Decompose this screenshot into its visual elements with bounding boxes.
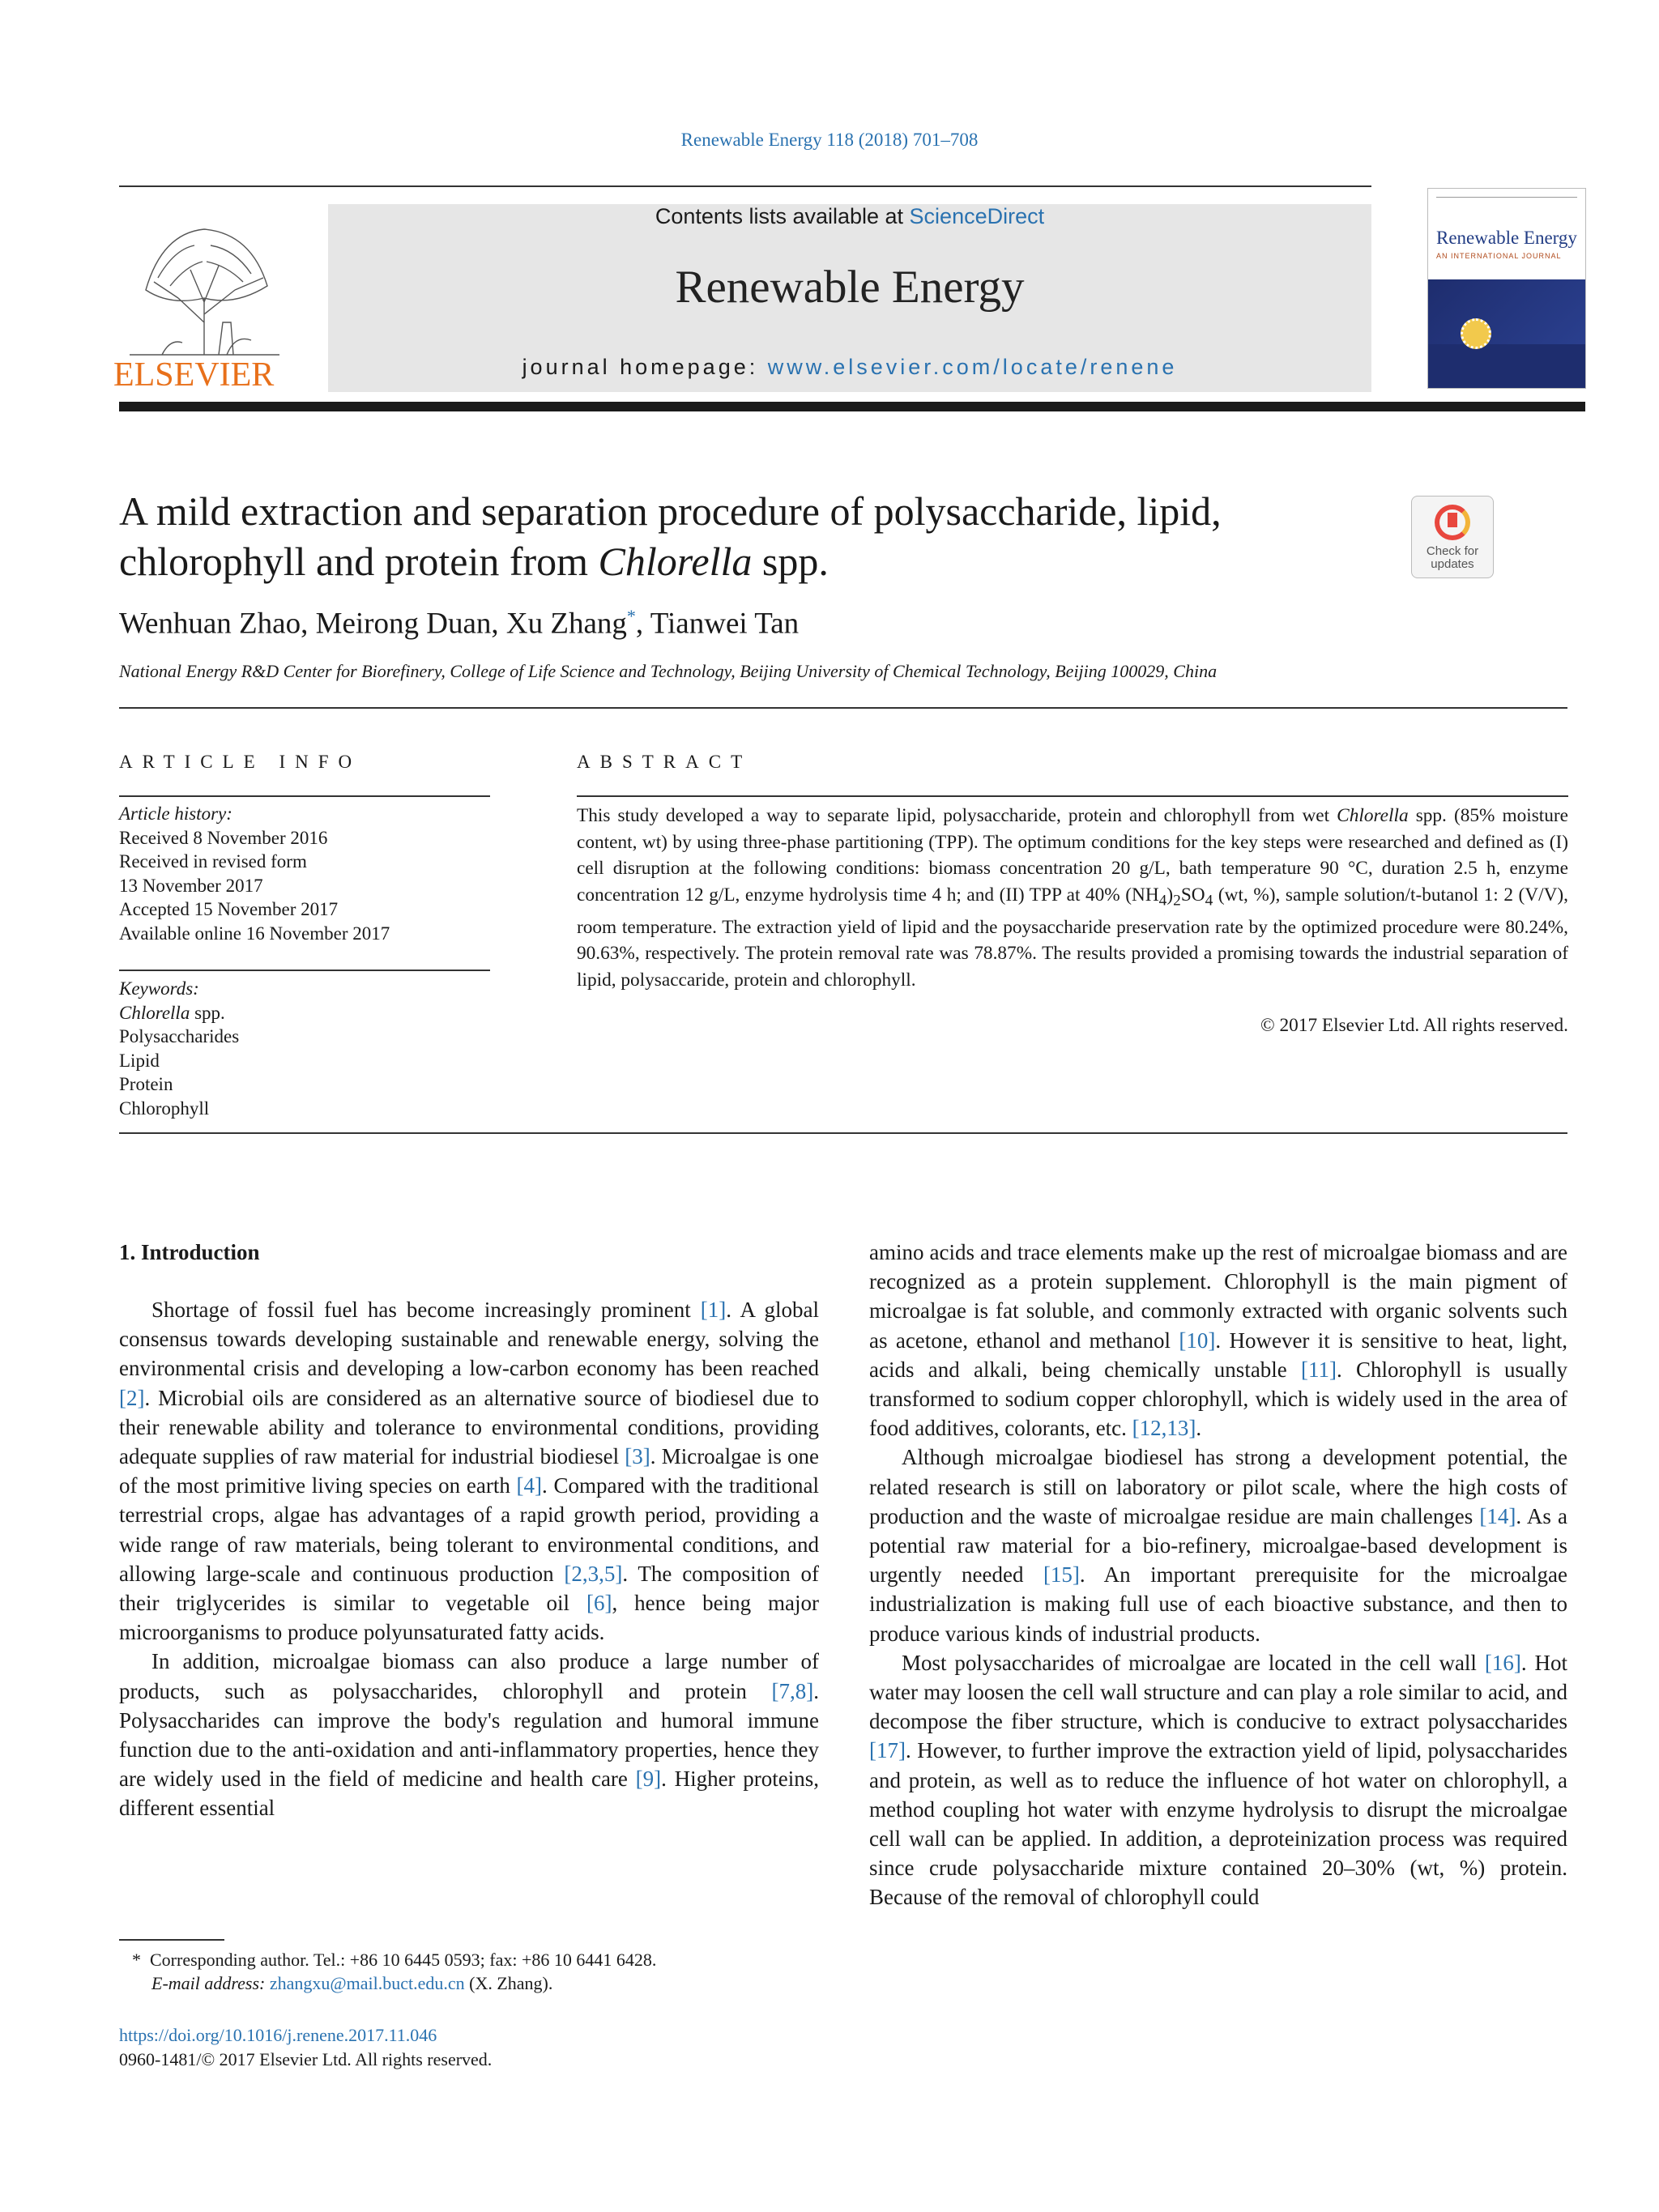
author-list: [119, 606, 799, 641]
paragraph-text: Most polysaccharides of microalgae are located in the cell wall: [902, 1650, 1485, 1675]
citation-link[interactable]: [9]: [635, 1767, 662, 1792]
elsevier-logo: [113, 201, 296, 391]
history-item: Accepted 15 November 2017: [119, 899, 339, 919]
journal-homepage-line: [328, 355, 1371, 380]
doi-link[interactable]: https://doi.org/10.1016/j.renene.2017.11.046: [119, 2025, 437, 2045]
journal-citation-link[interactable]: Renewable Energy 118 (2018) 701–708: [680, 130, 979, 150]
paragraph-text: Shortage of fossil fuel has become increasingly prominent: [151, 1298, 701, 1322]
citation-link[interactable]: [7,8]: [771, 1678, 814, 1703]
paragraph: [869, 1443, 1567, 1647]
citation-link[interactable]: [14]: [1479, 1503, 1516, 1528]
footnote-rule: [119, 1939, 224, 1941]
keyword-item: Protein: [119, 1074, 173, 1094]
cover-subtitle: AN INTERNATIONAL JOURNAL: [1436, 252, 1562, 260]
body-column-left: [119, 1295, 819, 1823]
history-item: Received 8 November 2016: [119, 827, 328, 848]
paragraph-text: . However, to further improve the extraction yield of lipid, polysaccharides and protein, as well as to reduce the influence of hot water on chlorophyll, a method coupling hot water with enzyme hydrolysis to disrupt the microalgae cell wall can be applied. In addition, a deproteinization process was required since crude polysaccharide mixture contained 20–30% (wt, %) protein. Because of the removal of chlorophyll could: [869, 1738, 1567, 1910]
paragraph-text: Although microalgae biodiesel has strong a development potential, the related research is still on laboratory or pilot scale, where the high costs of production and the waste of microalgae residue are main challenges: [869, 1445, 1567, 1528]
journal-name: Renewable Energy: [675, 262, 1025, 313]
citation-link[interactable]: [1]: [700, 1298, 727, 1322]
paragraph-text: . An important prerequisite for the microalgae industrialization is making full use of each bioactive substance, and then to produce various kinds of industrial products.: [869, 1562, 1567, 1646]
citation-link[interactable]: [2]: [119, 1385, 145, 1410]
citation-link[interactable]: [3]: [625, 1444, 650, 1469]
homepage-prefix: journal homepage:: [522, 355, 768, 379]
check-for-updates-button[interactable]: [1411, 496, 1494, 578]
paragraph-text: .: [1196, 1416, 1202, 1441]
paragraph-text: amino acids and trace elements make up the rest of microalgae biomass and are recognized as a protein supplement. Chlorophyll is the main pigment of microalgae is fat soluble, and commonly extracted with organic solvents such as acetone, ethanol and methanol: [869, 1240, 1567, 1353]
title-end: spp.: [752, 539, 829, 584]
journal-cover-thumbnail[interactable]: [1427, 188, 1586, 389]
citation-link[interactable]: [6]: [586, 1591, 612, 1616]
author-email-link[interactable]: zhangxu@mail.buct.edu.cn: [269, 1973, 465, 1993]
citation-link[interactable]: [4]: [516, 1473, 543, 1498]
article-history: [119, 802, 390, 945]
title-line-1: A mild extraction and separation procedure of polysaccharide, lipid,: [119, 488, 1222, 534]
citation-link[interactable]: [12,13]: [1132, 1416, 1196, 1441]
paragraph-text: . The composition of their triglycerides is similar to vegetable oil: [119, 1561, 819, 1616]
authors-after: , Tianwei Tan: [635, 607, 800, 641]
article-info-rule: [119, 795, 490, 797]
journal-homepage-link[interactable]: www.elsevier.com/locate/renene: [767, 355, 1178, 379]
paragraph: [119, 1647, 819, 1822]
keywords-header: Keywords:: [119, 978, 199, 999]
paragraph-text: , hence being major microorganisms to produce polyunsaturated fatty acids.: [119, 1591, 819, 1645]
bookmark-icon: [1448, 513, 1457, 527]
paragraph-text: . However it is sensitive to heat, light, acids and alkali, being chemically unstable: [869, 1328, 1567, 1382]
keywords-rule: [119, 970, 490, 971]
footnote-corresponding: * Corresponding author. Tel.: +86 10 6445 0593; fax: +86 10 6441 6428.: [132, 1950, 657, 1970]
citation-link[interactable]: [15]: [1043, 1562, 1080, 1588]
citation-link[interactable]: [17]: [869, 1738, 906, 1763]
paragraph-text: . Compared with the traditional terrestrial crops, algae has advantages of a rapid growth period, providing a wide range of raw materials, being tolerant to environmental conditions, and allowing large-scale and continuous production: [119, 1473, 819, 1586]
cover-artwork: [1428, 279, 1585, 344]
paragraph-text: . A global consensus towards developing sustainable and renewable energy, solving the environmental crisis and developing a low-carbon economy has been reached: [119, 1298, 819, 1381]
paragraph: [869, 1648, 1567, 1912]
check-updates-label: Check for updates: [1426, 544, 1479, 571]
abstract-text: This study developed a way to separate lipid, polysaccharide, protein and chlorophyll from wet Chlorella spp. (85% moisture content, wt) by using three-phase partitioning (TPP). The optimum conditions for the key steps were researched and defined as (I) cell disruption at the following conditions: biomass concentration 20 g/L, bath temperature 90 °C, duration 2.5 h, enzyme concentration 12 g/L, enzyme hydrolysis time 4 h; and (II) TPP at 40% $(NH_4)_2SO_4$ (wt, %), sample solution/t-butanol 1: 2 (V/V), room temperature. The extraction yield of lipid and the poysaccharide preservation rate by the optimized procedure were 80.24%, 90.63%, respectively. The protein removal rate was 78.87%. The results provided a promising towards the industrial separation of lipid, polysaccaride, protein and chlorophyll.: [577, 805, 1568, 991]
corresponding-author-mark[interactable]: *: [626, 606, 636, 626]
title-line-2: chlorophyll and protein from: [119, 539, 599, 584]
header-top-rule: [119, 185, 1371, 187]
history-item: 13 November 2017: [119, 875, 263, 896]
article-info-heading: ARTICLE INFO: [119, 752, 362, 772]
authors-before: Wenhuan Zhao, Meirong Duan, Xu Zhang: [119, 607, 627, 641]
citation-link[interactable]: [11]: [1301, 1357, 1337, 1382]
keywords: [119, 977, 239, 1120]
contents-prefix: Contents lists available at: [655, 204, 910, 228]
keyword-item: Polysaccharides: [119, 1026, 240, 1046]
abstract-rule: [577, 795, 1568, 797]
citation-link[interactable]: [2,3,5]: [564, 1561, 623, 1586]
affiliation: National Energy R&D Center for Biorefinery, College of Life Science and Technology, Beijing University of Chemical Technology, Beijing 100029, China: [119, 661, 1218, 681]
header-thick-rule: [119, 402, 1585, 411]
keyword-item: Chlorella spp.: [119, 1002, 225, 1023]
keyword-item: Lipid: [119, 1050, 160, 1071]
history-item: Received in revised form: [119, 851, 307, 872]
keyword-item: Chlorophyll: [119, 1097, 210, 1119]
history-header: Article history:: [119, 803, 232, 824]
paragraph-text: . As a potential raw material for a bio-refinery, microalgae-based development is urgently needed: [869, 1503, 1567, 1588]
paragraph-text: . Hot water may loosen the cell wall structure and can play a role similar to acid, and decompose the fiber structure, which is conducive to extract polysaccharides: [869, 1650, 1567, 1734]
abstract-heading: ABSTRACT: [577, 752, 753, 772]
paragraph-text: . Microbial oils are considered as an alternative source of biodiesel due to their renewable ability and tolerance to environmental conditions, providing adequate supplies of raw material for industrial biodiesel: [119, 1385, 819, 1469]
citation-link[interactable]: [16]: [1484, 1650, 1521, 1675]
abstract-copyright: © 2017 Elsevier Ltd. All rights reserved.: [1260, 1015, 1568, 1036]
section-heading-introduction: 1. Introduction: [119, 1240, 260, 1264]
cover-top-line: [1436, 197, 1577, 198]
contents-available-line: [328, 204, 1371, 229]
paragraph-text: . Higher proteins, different essential: [119, 1767, 820, 1821]
paragraph-text: In addition, microalgae biomass can also produce a large number of products, such as polysaccharides, chlorophyll and protein: [119, 1649, 819, 1703]
history-item: Available online 16 November 2017: [119, 923, 390, 944]
paragraph: [119, 1295, 819, 1647]
paragraph-text: . Polysaccharides can improve the body's regulation and humoral immune function due to the anti-oxidation and anti-inflammatory properties, hence they are widely used in the field of medicine and health care: [119, 1678, 819, 1792]
affiliation-rule: [119, 707, 1567, 709]
paragraph: [869, 1238, 1567, 1443]
citation-link[interactable]: [10]: [1179, 1328, 1216, 1353]
elsevier-wordmark: ELSEVIER: [113, 356, 275, 391]
cover-title: Renewable Energy: [1436, 228, 1577, 248]
issn-copyright: 0960-1481/© 2017 Elsevier Ltd. All rights reserved.: [119, 2049, 493, 2069]
sciencedirect-link[interactable]: ScienceDirect: [909, 204, 1045, 228]
article-title: [119, 486, 1383, 586]
elsevier-tree-icon: [113, 201, 296, 391]
footnote-email: E-mail address: zhangxu@mail.buct.edu.cn (X. Zhang).: [151, 1973, 553, 1993]
paragraph-text: . Microalgae is one of the most primitive living species on earth: [119, 1444, 819, 1498]
cover-sun-icon: [1461, 318, 1491, 349]
title-genus: Chlorella: [598, 539, 753, 584]
footnote: [119, 1948, 819, 1995]
paragraph-text: . Chlorophyll is usually transformed to sodium copper chlorophyll, which is widely used in the area of food additives, colorants, etc.: [869, 1357, 1567, 1441]
body-column-right: [869, 1238, 1567, 1912]
info-bottom-rule: [119, 1132, 1567, 1134]
